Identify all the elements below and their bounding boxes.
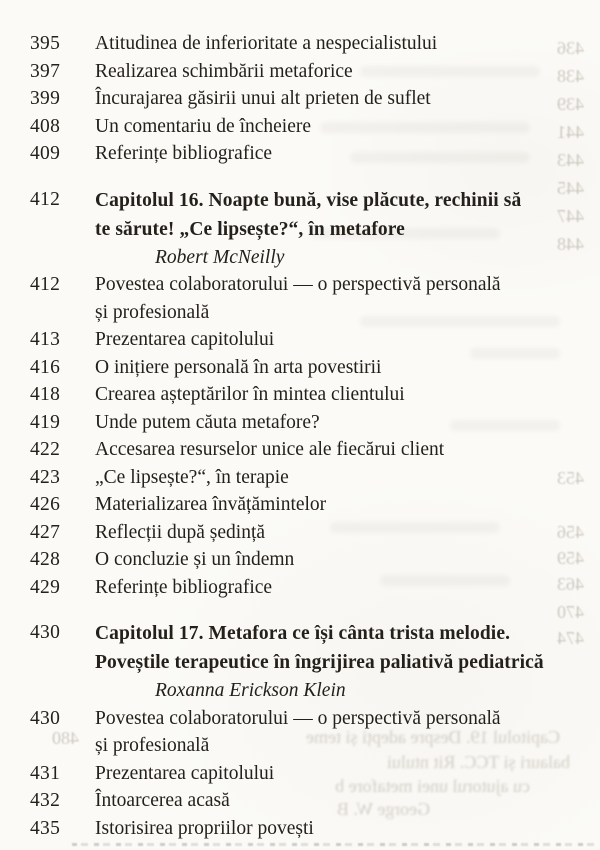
bleedthrough-text: George W. B [336, 799, 430, 819]
bleedthrough-number: 447 [557, 206, 584, 226]
toc-section [30, 619, 570, 842]
entry-text-wrap [95, 140, 272, 168]
entry-text-wrap [95, 326, 274, 354]
table-of-contents [30, 30, 570, 842]
entry-text: Un comentariu de încheiere [95, 115, 312, 137]
page-number: 416 [30, 356, 61, 378]
entry-text: Atitudinea de inferioritate a nespecialistului [95, 33, 438, 54]
chapter-title-line: te sărute! „Ce lipsește?“, în metafore [95, 218, 405, 240]
toc-entry [30, 546, 570, 574]
entry-text-wrap [95, 58, 353, 86]
entry-text-wrap [95, 519, 265, 547]
page-number: 422 [30, 439, 61, 460]
entry-text-wrap [95, 271, 501, 326]
bleedthrough-number: 474 [557, 628, 584, 648]
entry-text: Crearea așteptărilor în mintea clientului [95, 384, 405, 405]
chapter-author-row [30, 677, 570, 705]
chapter-heading [30, 619, 570, 677]
entry-text-wrap [95, 574, 272, 602]
bleedthrough-number: 456 [557, 522, 584, 542]
bleedthrough-number: 453 [557, 468, 584, 488]
page-number: 419 [30, 411, 61, 433]
entry-text-wrap [95, 491, 326, 519]
page-number: 432 [30, 790, 61, 811]
entry-text: „Ce lipsește?“, în terapie [95, 466, 289, 488]
chapter-author-wrap [95, 244, 284, 272]
chapter-heading [30, 186, 570, 244]
entry-text-wrap [95, 464, 289, 492]
bleedthrough-number: 459 [557, 548, 584, 568]
entry-text: Istorisirea propriilor povești [95, 817, 314, 839]
toc-entry [30, 815, 570, 843]
page-number: 431 [30, 762, 61, 784]
bleedthrough-number: 443 [557, 150, 584, 170]
entry-text: Prezentarea capitolului [95, 762, 275, 784]
entry-text: Reflecții după ședință [95, 521, 266, 543]
chapter-title [95, 186, 521, 244]
entry-text: Prezentarea capitolului [95, 329, 275, 350]
toc-entry [30, 140, 570, 168]
toc-section [30, 30, 570, 168]
chapter-title [95, 619, 544, 677]
page-number: 435 [30, 817, 61, 839]
page-number: 412 [30, 274, 61, 295]
bleedthrough-number: 436 [557, 38, 584, 58]
page-number: 426 [30, 494, 61, 515]
page-number: 399 [30, 88, 61, 109]
entry-text: Unde putem căuta metafore? [95, 411, 320, 433]
page-number: 430 [30, 707, 61, 729]
toc-entry [30, 113, 570, 141]
toc-entry [30, 381, 570, 409]
entry-text: și profesională [95, 301, 210, 323]
entry-text: Încurajarea găsirii unui alt prieten de suflet [95, 88, 431, 109]
page-number: 427 [30, 521, 61, 543]
page-number: 409 [30, 143, 61, 164]
toc-entry [30, 30, 570, 58]
toc-entry [30, 705, 570, 760]
entry-text: O concluzie și un îndemn [95, 549, 295, 570]
toc-entry [30, 574, 570, 602]
entry-text: Întoarcerea acasă [95, 790, 230, 811]
toc-entry [30, 326, 570, 354]
page-number: 423 [30, 466, 61, 488]
page-number: 395 [30, 33, 61, 54]
bleedthrough-number: 480 [52, 728, 79, 748]
entry-text-wrap [95, 815, 314, 843]
entry-text-wrap [95, 760, 274, 788]
scan-bottom-edge [72, 843, 600, 846]
page-number: 429 [30, 576, 61, 598]
page-number: 397 [30, 60, 61, 82]
entry-text: Referințe bibliografice [95, 143, 273, 164]
bleedthrough-number: 470 [557, 602, 584, 622]
entry-text-wrap [95, 113, 311, 141]
bleedthrough-number: 463 [557, 574, 584, 594]
entry-text: Materializarea învățămintelor [95, 494, 327, 515]
entry-text: Povestea colaboratorului — o perspectivă personală [95, 274, 501, 295]
entry-text-wrap [95, 436, 444, 464]
entry-text: Realizarea schimbării metaforice [95, 60, 353, 82]
toc-entry [30, 787, 570, 815]
page-number: 428 [30, 549, 61, 570]
page-number: 430 [30, 622, 61, 643]
chapter-title-line: Capitolul 16. Noapte bună, vise plăcute, rechinii să [95, 189, 522, 211]
bleedthrough-number: 445 [557, 178, 584, 198]
entry-text: Povestea colaboratorului — o perspectivă personală [95, 707, 501, 729]
chapter-author: Roxanna Erickson Klein [155, 680, 346, 701]
toc-entry [30, 436, 570, 464]
entry-text-wrap [95, 381, 405, 409]
toc-section [30, 186, 570, 602]
bleedthrough-text: cu ajutorul unei metafore b [335, 776, 530, 796]
page-number: 412 [30, 188, 61, 210]
toc-entry [30, 491, 570, 519]
entry-text: O inițiere personală în arta povestirii [95, 356, 382, 378]
page-number: 418 [30, 384, 61, 405]
entry-text-wrap [95, 30, 437, 58]
entry-text-wrap [95, 354, 381, 382]
entry-text-wrap [95, 85, 431, 113]
bleedthrough-text: Capitolul 19. Despre adepți și teme [306, 727, 560, 747]
toc-entry [30, 271, 570, 326]
toc-entry [30, 519, 570, 547]
page-number: 408 [30, 115, 61, 137]
toc-entry [30, 354, 570, 382]
entry-text: și profesională [95, 735, 210, 756]
toc-entry [30, 409, 570, 437]
chapter-author-wrap [95, 677, 346, 705]
chapter-author: Robert McNeilly [155, 246, 285, 268]
chapter-title-line: Poveștile terapeutice în îngrijirea paliativă pediatrică [95, 652, 544, 673]
bleedthrough-text: balauri și TCC. Rit ntului [386, 752, 570, 772]
entry-text: Referințe bibliografice [95, 576, 273, 598]
entry-text-wrap [95, 546, 294, 574]
entry-text-wrap [95, 787, 230, 815]
bleedthrough-number: 448 [557, 234, 584, 254]
bleedthrough-number: 438 [557, 66, 584, 86]
toc-entry [30, 85, 570, 113]
entry-text-wrap [95, 409, 320, 437]
bleedthrough-number: 439 [557, 94, 584, 114]
toc-entry [30, 58, 570, 86]
entry-text: Accesarea resurselor unice ale fiecărui client [95, 439, 445, 460]
chapter-title-line: Capitolul 17. Metafora ce își cânta trista melodie. [95, 623, 511, 644]
page-number: 413 [30, 329, 61, 350]
toc-entry [30, 464, 570, 492]
bleedthrough-number: 441 [557, 122, 584, 142]
entry-text-wrap [95, 705, 501, 760]
chapter-author-row [30, 244, 570, 272]
toc-entry [30, 760, 570, 788]
